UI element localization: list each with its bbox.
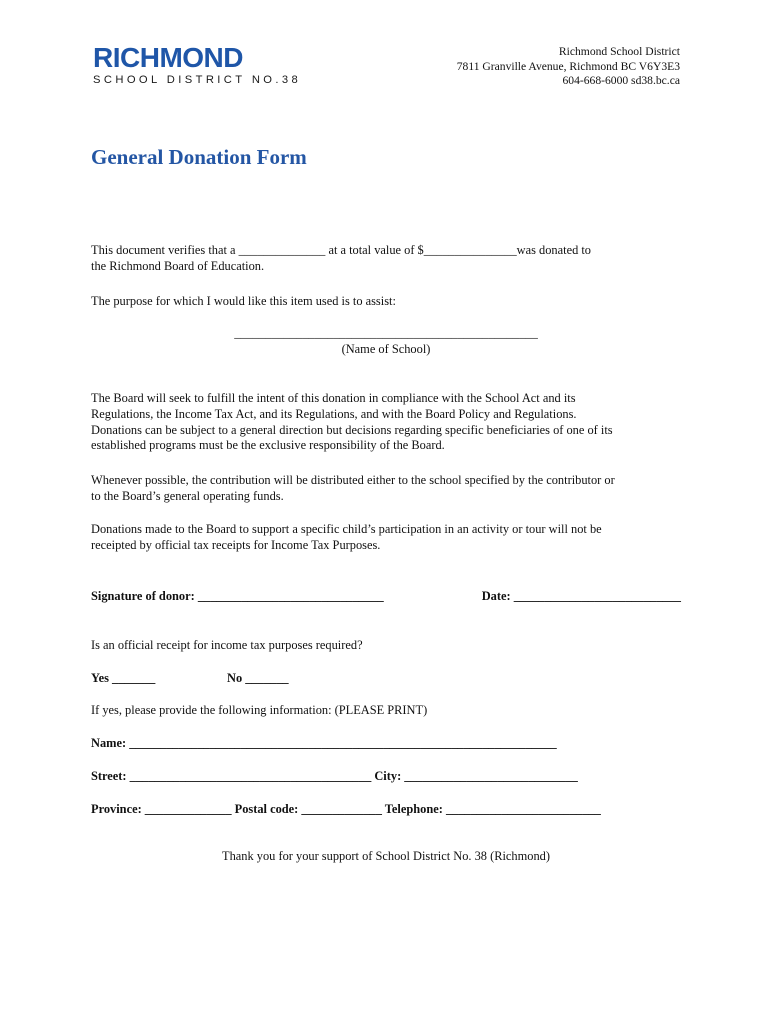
donor-signature-field[interactable]: Signature of donor: ______________________________ (91, 589, 384, 603)
print-instructions: If yes, please provide the following information: (PLEASE PRINT) (91, 703, 428, 717)
school-name-field (91, 326, 681, 358)
school-name-blank: _________________________________________________ (234, 326, 538, 340)
receipt-question: Is an official receipt for income tax purposes required? (91, 638, 363, 652)
yes-field[interactable]: Yes _______ (91, 671, 156, 685)
date-field[interactable]: Date: ___________________________ (481, 589, 681, 603)
whenever-line-2: to the Board’s general operating funds. (91, 488, 284, 503)
whenever-paragraph (91, 473, 681, 505)
no-field[interactable]: No _______ (227, 671, 289, 685)
thank-you-note: Thank you for your support of School District No. 38 (Richmond) (222, 849, 550, 863)
board-line-4: established programs must be the exclusive responsibility of the Board. (91, 438, 445, 453)
district-address (457, 45, 680, 89)
logo-wordmark: RICHMOND (93, 42, 243, 73)
verification-line-2: the Richmond Board of Education. (91, 258, 265, 273)
verification-line-1: This document verifies that a ______________ at a total value of $_______________was donated to (91, 243, 591, 257)
donations-line-2: receipted by official tax receipts for Income Tax Purposes. (91, 537, 381, 552)
receipt-choice-row (91, 670, 681, 686)
purpose-text: The purpose for which I would like this item used is to assist: (91, 294, 396, 308)
street-city-field[interactable]: Street: _______________________________________ City: ____________________________ (91, 769, 578, 783)
board-paragraph (91, 391, 681, 454)
address-line-3: 604-668-6000 sd38.bc.ca (562, 74, 680, 87)
school-name-label: (Name of School) (341, 341, 431, 356)
address-line-1: Richmond School District (558, 45, 680, 58)
whenever-line-1: Whenever possible, the contribution will be distributed either to the school specified by the contributor or (91, 473, 615, 487)
verification-paragraph (91, 243, 681, 275)
board-line-2: Regulations, the Income Tax Act, and its Regulations, and with the Board Policy and Regulations. (91, 406, 577, 421)
donations-paragraph (91, 522, 681, 554)
address-line-2: 7811 Granville Avenue, Richmond BC V6Y3E3 (456, 59, 680, 73)
logo-subtitle: SCHOOL DISTRICT NO.38 (93, 74, 302, 86)
donations-line-1: Donations made to the Board to support a specific child’s participation in an activity or tour will not be (91, 522, 602, 536)
name-field[interactable]: Name: _____________________________________________________________________ (91, 736, 557, 750)
board-line-1: The Board will seek to fulfill the intent of this donation in compliance with the School Act and its (91, 391, 576, 405)
district-logo (93, 44, 301, 87)
signature-row (91, 588, 681, 604)
province-postal-telephone-field[interactable]: Province: ______________ Postal code: _____________ Telephone: _________________________ (91, 802, 601, 816)
board-line-3: Donations can be subject to a general direction but decisions regarding specific beneficiaries of one of its (91, 422, 613, 437)
page-title: General Donation Form (91, 145, 307, 169)
